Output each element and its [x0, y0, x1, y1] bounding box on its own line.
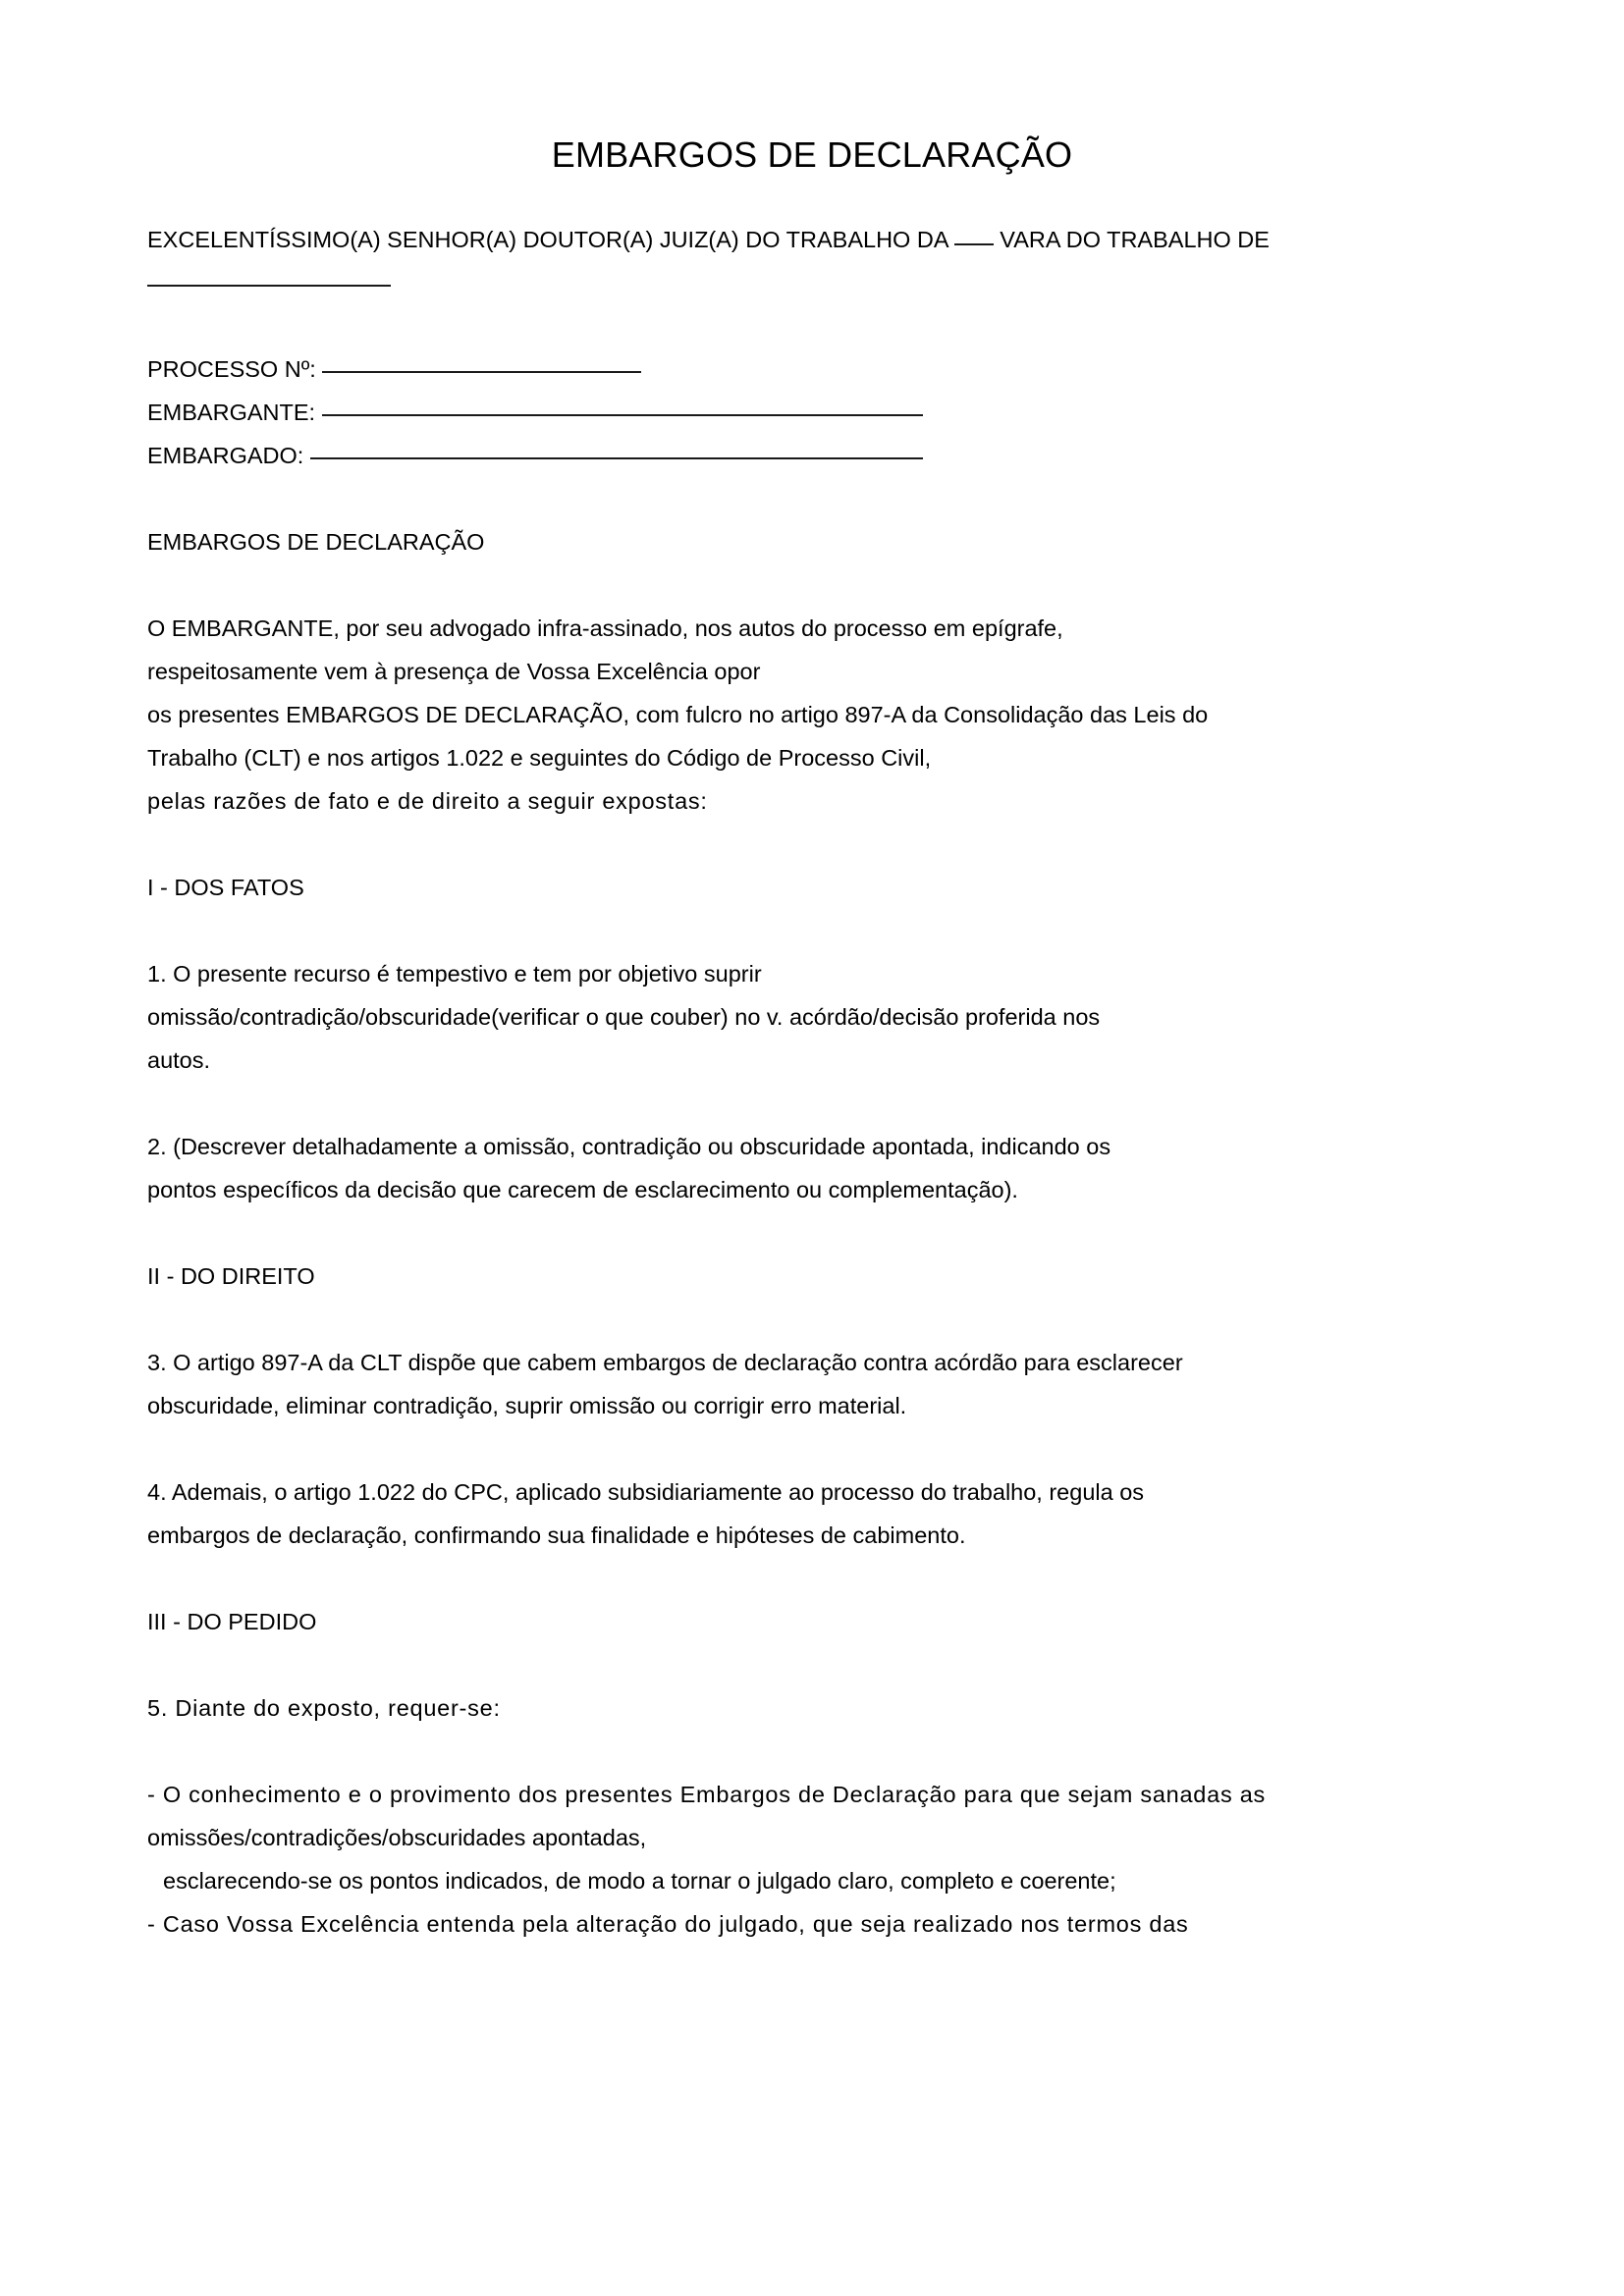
addressing-text-tail: VARA DO TRABALHO DE [993, 227, 1270, 252]
request-bullet-1-line-1: - O conhecimento e o provimento dos presentes Embargos de Declaração para que sejam sanadas as [147, 1782, 1267, 1807]
processo-label: PROCESSO Nº: [147, 356, 323, 382]
spacer [147, 1298, 1483, 1341]
embargante-label: EMBARGANTE: [147, 400, 322, 425]
processo-line [147, 347, 1483, 391]
item-1-line-3: autos. [147, 1047, 211, 1073]
item-4-line-1: 4. Ademais, o artigo 1.022 do CPC, aplicado subsidiariamente ao processo do trabalho, regula os [147, 1479, 1145, 1505]
embargado-blank[interactable] [310, 457, 923, 459]
section-heading-do-direito: II - DO DIREITO [147, 1263, 315, 1289]
embargado-line [147, 434, 1483, 477]
spacer [147, 1730, 1483, 1773]
section-heading-do-pedido: III - DO PEDIDO [147, 1609, 317, 1634]
item-3-line-1: 3. O artigo 897-A da CLT dispõe que cabem embargos de declaração contra acórdão para esclarecer [147, 1350, 1183, 1375]
preamble-line-4: Trabalho (CLT) e nos artigos 1.022 e seguintes do Código de Processo Civil, [147, 745, 932, 771]
vara-number-blank[interactable] [954, 243, 994, 245]
embargado-label: EMBARGADO: [147, 443, 310, 468]
request-bullet-1-line-3-text: esclarecendo-se os pontos indicados, de modo a tornar o julgado claro, completo e coerente; [163, 1868, 1116, 1894]
preamble-line-1: O EMBARGANTE, por seu advogado infra-assinado, nos autos do processo em epígrafe, [147, 615, 1063, 641]
city-blank[interactable] [147, 285, 391, 287]
preamble-line-3: os presentes EMBARGOS DE DECLARAÇÃO, com fulcro no artigo 897-A da Consolidação das Leis do [147, 702, 1209, 727]
spacer [147, 1211, 1483, 1255]
item-3-line-2: obscuridade, eliminar contradição, suprir omissão ou corrigir erro material. [147, 1393, 907, 1418]
embargante-line [147, 391, 1483, 434]
spacer [147, 1082, 1483, 1125]
spacer [147, 304, 1483, 347]
spacer [147, 909, 1483, 952]
spacer [147, 1557, 1483, 1600]
item-1-line-2: omissão/contradição/obscuridade(verificar o que couber) no v. acórdão/decisão proferida nos [147, 1004, 1101, 1030]
spacer [147, 563, 1483, 607]
request-bullet-1-line-3 [147, 1859, 1483, 1902]
request-bullet-1-line-2: omissões/contradições/obscuridades apontadas, [147, 1825, 647, 1850]
item-1-line-1: 1. O presente recurso é tempestivo e tem por objetivo suprir [147, 961, 762, 987]
item-2-line-2: pontos específicos da decisão que carecem de esclarecimento ou complementação). [147, 1177, 1018, 1202]
addressing-line [147, 218, 1483, 261]
document-body [147, 218, 1483, 1946]
petition-type-heading: EMBARGOS DE DECLARAÇÃO [147, 529, 485, 555]
item-2-line-1: 2. (Descrever detalhadamente a omissão, contradição ou obscuridade apontada, indicando os [147, 1134, 1111, 1159]
addressing-city-line [147, 261, 1483, 304]
item-4-line-2: embargos de declaração, confirmando sua finalidade e hipóteses de cabimento. [147, 1522, 966, 1548]
spacer [147, 1427, 1483, 1470]
request-bullet-2-line-1: - Caso Vossa Excelência entenda pela alteração do julgado, que seja realizado nos termos das [147, 1911, 1189, 1937]
processo-number-blank[interactable] [322, 371, 641, 373]
preamble-line-2: respeitosamente vem à presença de Vossa Excelência opor [147, 659, 761, 684]
item-5-line-1: 5. Diante do exposto, requer-se: [147, 1695, 501, 1721]
section-heading-dos-fatos: I - DOS FATOS [147, 875, 304, 900]
preamble-line-5: pelas razões de fato e de direito a seguir expostas: [147, 788, 708, 814]
spacer [147, 1643, 1483, 1686]
embargante-blank[interactable] [322, 414, 923, 416]
addressing-text-lead: EXCELENTÍSSIMO(A) SENHOR(A) DOUTOR(A) JUIZ(A) DO TRABALHO DA [147, 227, 954, 252]
page-title: EMBARGOS DE DECLARAÇÃO [551, 134, 1073, 176]
spacer [147, 823, 1483, 866]
spacer [147, 477, 1483, 520]
